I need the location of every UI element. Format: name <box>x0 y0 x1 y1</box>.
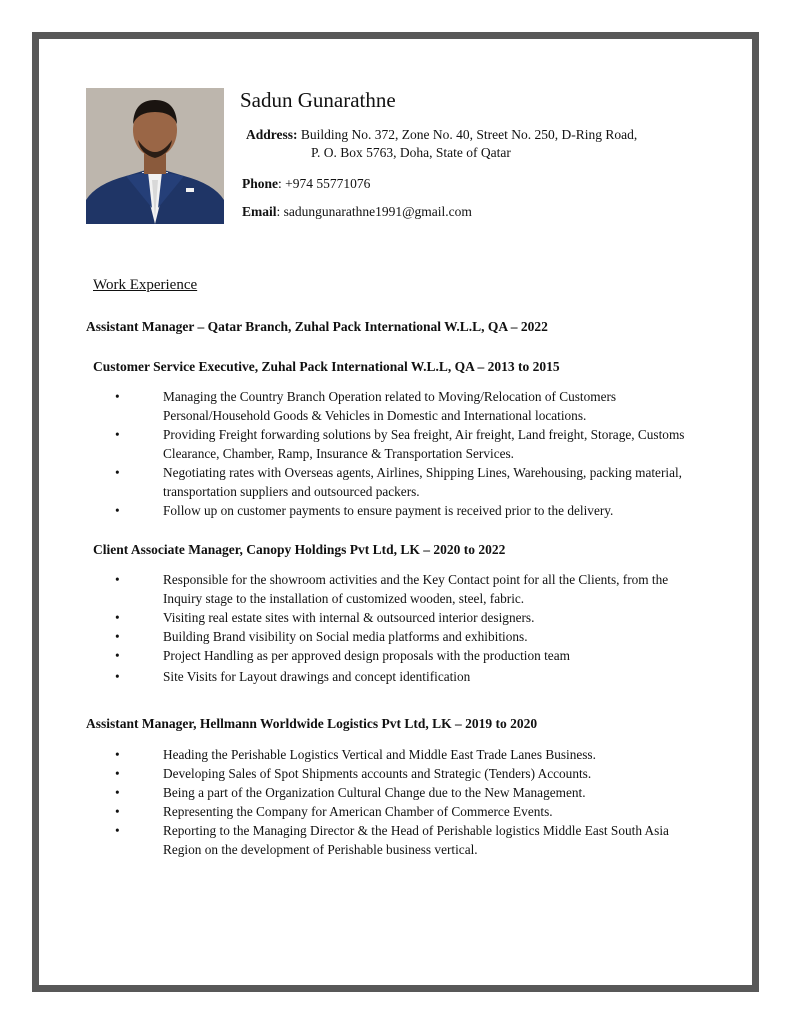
job-2-bullet-list <box>112 387 702 520</box>
list-item: • Heading the Perishable Logistics Vertical and Middle East Trade Lanes Business. <box>112 745 702 764</box>
list-item: • Visiting real estate sites with internal & outsourced interior designers. <box>112 608 702 627</box>
job-title-4: Assistant Manager, Hellmann Worldwide Logistics Pvt Ltd, LK – 2019 to 2020 <box>86 716 538 731</box>
email-block <box>242 204 472 220</box>
list-item: • Follow up on customer payments to ensure payment is received prior to the delivery. <box>112 501 702 520</box>
address-label: Address: <box>246 127 298 142</box>
job-title-1: Assistant Manager – Qatar Branch, Zuhal Pack International W.L.L, QA – 2022 <box>86 319 548 334</box>
phone-value: : +974 55771076 <box>278 176 371 191</box>
list-item: • Representing the Company for American Chamber of Commerce Events. <box>112 802 702 821</box>
job-3-bullet-list <box>112 570 702 686</box>
job-title-3: Client Associate Manager, Canopy Holdings Pvt Ltd, LK – 2020 to 2022 <box>93 542 506 557</box>
address-line-2: P. O. Box 5763, Doha, State of Qatar <box>311 145 511 160</box>
email-label: Email <box>242 204 277 219</box>
candidate-name: Sadun Gunarathne <box>240 88 396 112</box>
list-item: • Site Visits for Layout drawings and concept identification <box>112 667 702 686</box>
list-item: • Negotiating rates with Overseas agents, Airlines, Shipping Lines, Warehousing, packing material, transportation suppliers and outsourced packers. <box>112 463 702 501</box>
phone-block <box>242 176 370 192</box>
list-item: • Reporting to the Managing Director & the Head of Perishable logistics Middle East South Asia Region on the development of Perishable business vertical. <box>112 821 702 859</box>
job-title-2: Customer Service Executive, Zuhal Pack International W.L.L, QA – 2013 to 2015 <box>93 359 560 374</box>
list-item: • Building Brand visibility on Social media platforms and exhibitions. <box>112 627 702 646</box>
profile-photo <box>86 88 224 224</box>
address-line-1: Building No. 372, Zone No. 40, Street No. 250, D-Ring Road, <box>300 127 638 142</box>
email-value: : sadungunarathne1991@gmail.com <box>276 204 472 219</box>
list-item: • Project Handling as per approved design proposals with the production team <box>112 646 702 665</box>
list-item: • Being a part of the Organization Cultural Change due to the New Management. <box>112 783 702 802</box>
job-4-bullet-list <box>112 745 702 859</box>
list-item: • Managing the Country Branch Operation related to Moving/Relocation of Customers Personal/Household Goods & Vehicles in Domestic and International locations. <box>112 387 702 425</box>
phone-label: Phone <box>242 176 279 191</box>
list-item: • Providing Freight forwarding solutions by Sea freight, Air freight, Land freight, Storage, Customs Clearance, Chamber, Ramp, Insurance & Transportation Services. <box>112 425 702 463</box>
address-block <box>246 126 637 162</box>
list-item: • Responsible for the showroom activities and the Key Contact point for all the Clients, from the Inquiry stage to the installation of customized wooden, steel, fabric. <box>112 570 702 608</box>
list-item: • Developing Sales of Spot Shipments accounts and Strategic (Tenders) Accounts. <box>112 764 702 783</box>
work-experience-heading: Work Experience <box>93 277 198 293</box>
